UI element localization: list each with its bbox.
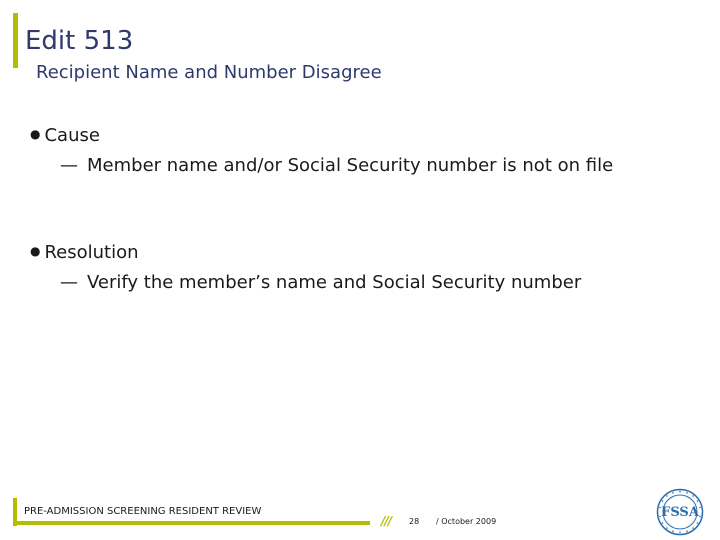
dash-icon: —: [60, 155, 78, 176]
title-accent-bar: [13, 13, 18, 68]
bullet-label: Cause: [44, 125, 100, 146]
footer-slashes-icon: ///: [381, 514, 392, 528]
page-number: 28: [409, 517, 420, 526]
dash-icon: —: [60, 272, 78, 293]
sub-bullet-text: Verify the member’s name and Social Security number: [87, 272, 582, 293]
footer-date: / October 2009: [436, 517, 497, 526]
fssa-seal-icon: [656, 488, 704, 536]
bullet-dot-icon: ●: [30, 127, 41, 141]
bullet-label: Resolution: [44, 242, 139, 263]
slide-subtitle: Recipient Name and Number Disagree: [36, 62, 382, 83]
sub-bullet-resolution: [60, 272, 627, 294]
logo-letters: FSSA: [661, 505, 699, 520]
bullet-dot-icon: ●: [30, 244, 41, 258]
sub-bullet-text: Member name and/or Social Security number is not on file: [87, 155, 614, 176]
bullet-resolution: [30, 240, 139, 264]
sub-bullet-cause: [60, 155, 627, 177]
bullet-cause: [30, 123, 100, 147]
slide-title: Edit 513: [25, 26, 134, 56]
footer-program-name: PRE-ADMISSION SCREENING RESIDENT REVIEW: [24, 506, 262, 517]
footer-accent-bar-horizontal: [13, 521, 370, 525]
